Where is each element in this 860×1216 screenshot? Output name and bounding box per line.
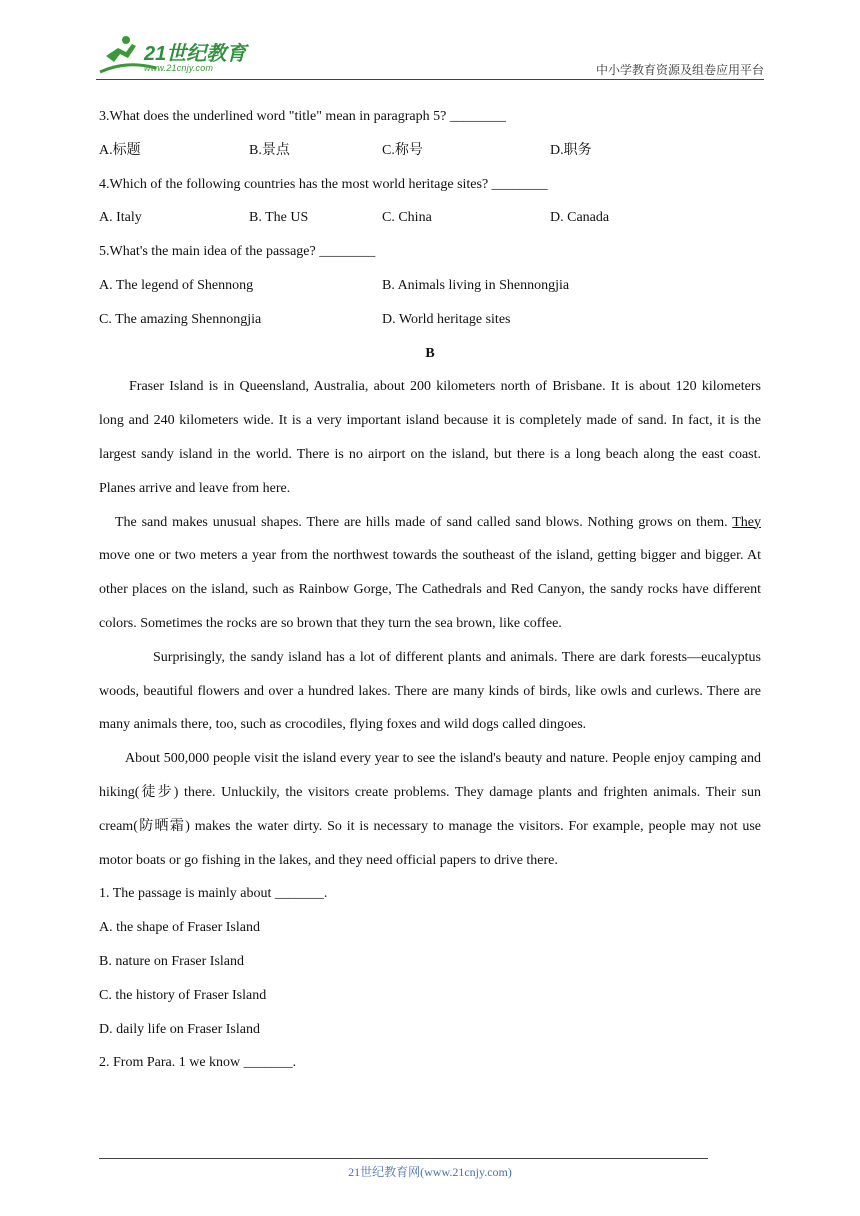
header-platform-name: 中小学教育资源及组卷应用平台 bbox=[595, 63, 764, 77]
question-5: 5.What's the main idea of the passage? ________ bbox=[99, 244, 376, 260]
question-5-options-row-1 bbox=[99, 269, 761, 303]
option: C. China bbox=[382, 210, 432, 226]
footer-divider bbox=[99, 1158, 708, 1159]
option: D. World heritage sites bbox=[382, 311, 511, 327]
paragraph-1: Fraser Island is in Queensland, Australia, about 200 kilometers north of Brisbane. It is about 120 kilometers long and 240 kilometers wide. It is a very important island because it is completely made of sand. In fact, it is the largest sandy island in the world. There is no airport on the island, but there is a long beach along the east coast. Planes arrive and leave from here. bbox=[99, 379, 761, 496]
option: B.景点 bbox=[249, 142, 290, 158]
paragraph-2-start: The sand makes unusual shapes. There are hills made of sand called sand blows. Nothing grows on them. bbox=[115, 514, 728, 530]
option: B. Animals living in Shennongjia bbox=[382, 277, 570, 293]
option: D. daily life on Fraser Island bbox=[99, 1021, 260, 1037]
option: C.称号 bbox=[382, 142, 423, 158]
option: B. The US bbox=[249, 210, 309, 226]
option: D. Canada bbox=[550, 210, 610, 226]
logo-text: 21世纪教育 bbox=[144, 43, 247, 65]
option: D.职务 bbox=[550, 142, 592, 158]
paragraph-3: Surprisingly, the sandy island has a lot of different plants and animals. There are dark forests—eucalyptus woods, beautiful flowers and over a hundred lakes. There are many kinds of birds, like owls and curlews. There are many animals there, too, such as crocodiles, flying foxes and wild dogs called dingoes. bbox=[99, 649, 761, 733]
document-body bbox=[99, 100, 761, 1080]
page-header bbox=[96, 34, 764, 80]
b-question-1: 1. The passage is mainly about _______. bbox=[99, 886, 328, 902]
question-3-options bbox=[99, 134, 761, 168]
question-3: 3.What does the underlined word "title" mean in paragraph 5? ________ bbox=[99, 109, 506, 124]
underlined-word: They bbox=[732, 514, 761, 530]
footer-link[interactable]: 21世纪教育网(www.21cnjy.com) bbox=[348, 1165, 512, 1179]
option: C. The amazing Shennongjia bbox=[99, 311, 262, 327]
question-5-options-row-2 bbox=[99, 303, 761, 337]
option: A. the shape of Fraser Island bbox=[99, 920, 260, 936]
question-4-options bbox=[99, 201, 761, 235]
option: C. the history of Fraser Island bbox=[99, 987, 267, 1003]
paragraph-2 bbox=[99, 506, 761, 641]
option: A.标题 bbox=[99, 142, 141, 158]
section-title: B bbox=[425, 345, 435, 361]
paragraph-2-rest: move one or two meters a year from the northwest towards the southeast of the island, getting bigger and bigger. At other places on the island, such as Rainbow Gorge, The Cathedrals and Red Canyon, the sandy rocks have different colors. Sometimes the rocks are so brown that they turn the sea brown, like coffee. bbox=[99, 548, 761, 631]
header-divider bbox=[96, 79, 764, 80]
logo-url: www.21cnjy.com bbox=[144, 63, 214, 73]
option: B. nature on Fraser Island bbox=[99, 953, 245, 969]
paragraph-4: About 500,000 people visit the island every year to see the island's beauty and nature. People enjoy camping and hiking(徒步) there. Unluckily, the visitors create problems. They damage plants and frighten animals. Their sun cream(防晒霜) makes the water dirty. So it is necessary to manage the visitors. For example, people may not use motor boats or go fishing in the lakes, and they need official papers to drive there. bbox=[99, 751, 761, 868]
option: A. Italy bbox=[99, 210, 142, 226]
b-question-2: 2. From Para. 1 we know _______. bbox=[99, 1055, 297, 1071]
question-4: 4.Which of the following countries has the most world heritage sites? ________ bbox=[99, 176, 548, 192]
option: A. The legend of Shennong bbox=[99, 277, 254, 293]
